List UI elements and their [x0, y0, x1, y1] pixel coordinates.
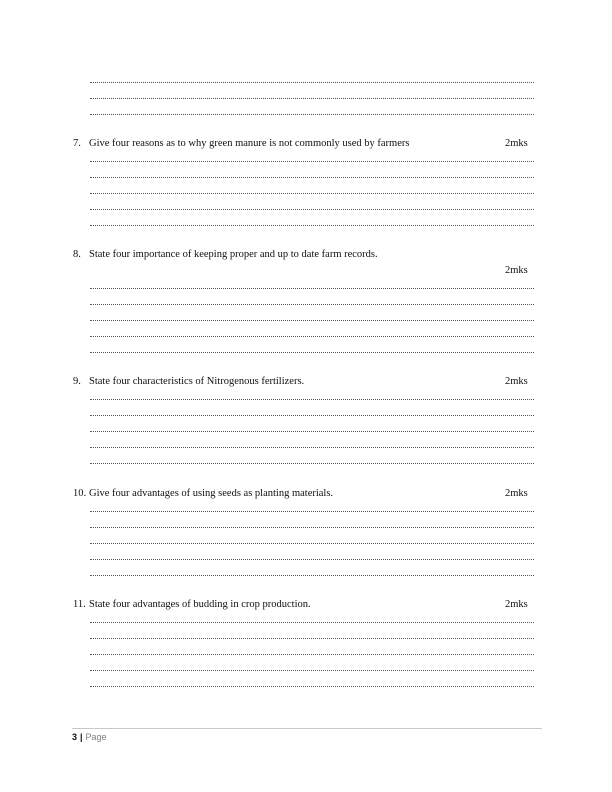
question-number: 8.	[73, 249, 81, 260]
answer-line[interactable]	[90, 559, 534, 560]
answer-line[interactable]	[90, 225, 534, 226]
page-number: 3	[72, 732, 78, 742]
question-8-marks: 2mks	[505, 265, 528, 276]
footer-divider	[72, 728, 542, 729]
question-11-marks: 2mks	[505, 599, 528, 610]
question-8	[73, 249, 378, 260]
question-11	[73, 599, 311, 610]
footer-separator: |	[80, 732, 83, 742]
answer-line[interactable]	[90, 193, 534, 194]
answer-line[interactable]	[90, 654, 534, 655]
answer-line[interactable]	[90, 447, 534, 448]
question-text: State four advantages of budding in crop production.	[89, 599, 311, 610]
question-10-marks: 2mks	[505, 488, 528, 499]
answer-line[interactable]	[90, 336, 534, 337]
question-number: 9.	[73, 376, 81, 387]
answer-line[interactable]	[90, 463, 534, 464]
answer-line[interactable]	[90, 511, 534, 512]
answer-line[interactable]	[90, 288, 534, 289]
answer-line[interactable]	[90, 82, 534, 83]
question-number: 11.	[73, 599, 86, 610]
question-10	[73, 488, 333, 499]
question-9-marks: 2mks	[505, 376, 528, 387]
question-text: State four importance of keeping proper and up to date farm records.	[89, 249, 378, 260]
question-7	[73, 138, 409, 149]
answer-line[interactable]	[90, 622, 534, 623]
answer-line[interactable]	[90, 670, 534, 671]
answer-line[interactable]	[90, 399, 534, 400]
answer-line[interactable]	[90, 543, 534, 544]
question-text: Give four advantages of using seeds as planting materials.	[89, 488, 334, 499]
question-number: 10.	[73, 488, 87, 499]
answer-line[interactable]	[90, 638, 534, 639]
question-number: 7.	[73, 138, 81, 149]
answer-line[interactable]	[90, 161, 534, 162]
answer-line[interactable]	[90, 320, 534, 321]
answer-line[interactable]	[90, 686, 534, 687]
page-footer	[72, 732, 107, 742]
answer-line[interactable]	[90, 98, 534, 99]
answer-line[interactable]	[90, 209, 534, 210]
answer-line[interactable]	[90, 304, 534, 305]
page-label: Page	[85, 732, 107, 742]
answer-line[interactable]	[90, 431, 534, 432]
question-9	[73, 376, 304, 387]
answer-line[interactable]	[90, 575, 534, 576]
question-text: Give four reasons as to why green manure is not commonly used by farmers	[89, 138, 410, 149]
answer-line[interactable]	[90, 527, 534, 528]
answer-line[interactable]	[90, 114, 534, 115]
answer-line[interactable]	[90, 352, 534, 353]
answer-line[interactable]	[90, 177, 534, 178]
answer-line[interactable]	[90, 415, 534, 416]
question-7-marks: 2mks	[505, 138, 528, 149]
question-text: State four characteristics of Nitrogenous fertilizers.	[89, 376, 305, 387]
